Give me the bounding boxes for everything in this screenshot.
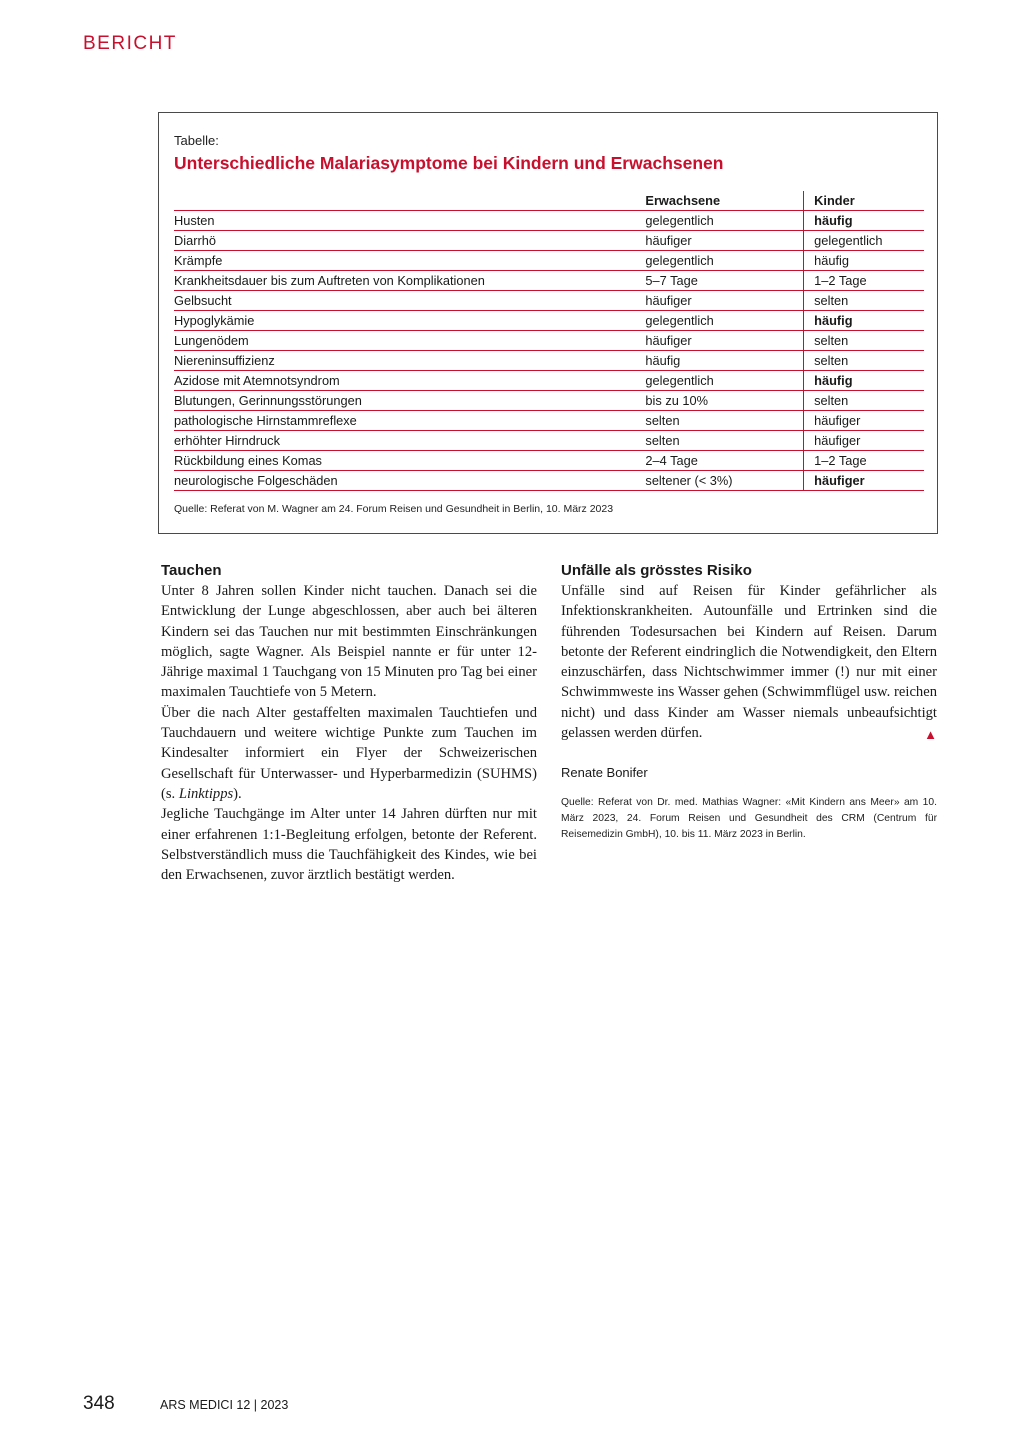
table-caption: Tabelle: <box>174 133 219 148</box>
cell-adults: gelegentlich <box>635 251 803 271</box>
cell-children: häufig <box>804 211 924 231</box>
cell-adults: gelegentlich <box>635 311 803 331</box>
cell-adults: häufiger <box>635 231 803 251</box>
cell-children: häufiger <box>804 411 924 431</box>
article-column-left <box>161 562 537 885</box>
table-header-row <box>174 191 924 211</box>
article-source: Quelle: Referat von Dr. med. Mathias Wagner: «Mit Kindern ans Meer» am 10. März 2023, 24. Forum Reisen und Gesundheit des CRM (Centrum für Reisemedizin GmbH), 10. bis 11. März 2023 in Berlin. <box>561 797 937 841</box>
cell-adults: bis zu 10% <box>635 391 803 411</box>
table-source: Quelle: Referat von M. Wagner am 24. Forum Reisen und Gesundheit in Berlin, 10. März 2023 <box>174 503 614 515</box>
cell-symptom: Gelbsucht <box>174 291 635 311</box>
cell-symptom: Krankheitsdauer bis zum Auftreten von Komplikationen <box>174 271 635 291</box>
linktipps-reference: Linktipps <box>178 785 234 802</box>
cell-symptom: erhöhter Hirndruck <box>174 431 635 451</box>
cell-adults: häufiger <box>635 291 803 311</box>
cell-children: selten <box>804 331 924 351</box>
header-children: Kinder <box>804 191 924 211</box>
table-row <box>174 231 924 251</box>
table-row <box>174 371 924 391</box>
cell-symptom: neurologische Folgeschäden <box>174 471 635 491</box>
table-body <box>174 211 924 491</box>
table-row <box>174 431 924 451</box>
table-row <box>174 311 924 331</box>
symptom-table <box>174 191 924 491</box>
section-label: BERICHT <box>83 33 177 54</box>
paragraph-3: Jegliche Tauchgänge im Alter unter 14 Jahren dürften nur mit einer erfahrenen 1:1-Begleitung erfolgen, betonte der Referent. Selbstverständlich muss die Tauchfähigkeit des Kindes, wie bei den Erwachsenen, zuvor ärztlich bestätigt werden. <box>161 806 537 884</box>
heading-unfaelle: Unfälle als grösstes Risiko <box>561 562 752 579</box>
table-row <box>174 451 924 471</box>
cell-symptom: Blutungen, Gerinnungsstörungen <box>174 391 635 411</box>
author: Renate Bonifer <box>561 765 648 781</box>
cell-adults: gelegentlich <box>635 211 803 231</box>
cell-children: häufig <box>804 371 924 391</box>
paragraph-2 <box>161 703 537 804</box>
cell-children: selten <box>804 351 924 371</box>
cell-adults: 2–4 Tage <box>635 451 803 471</box>
header-adults: Erwachsene <box>635 191 803 211</box>
cell-children: 1–2 Tage <box>804 271 924 291</box>
cell-children: häufig <box>804 311 924 331</box>
cell-adults: 5–7 Tage <box>635 271 803 291</box>
cell-adults: häufiger <box>635 331 803 351</box>
paragraph-1: Unter 8 Jahren sollen Kinder nicht tauchen. Danach sei die Entwicklung der Lunge abgeschlossen, aber auch bei älteren Kindern sei das Tauchen nur mit bestimmten Einschränkungen möglich, sagte Wagner. Als Beispiel nannte er für unter 12-Jährige maximal 1 Tauchgang von 15 Minuten pro Tag bei einer maximalen Tauchtiefe von 5 Metern. <box>161 583 537 701</box>
cell-children: häufiger <box>804 471 924 491</box>
cell-symptom: Krämpfe <box>174 251 635 271</box>
table-box <box>158 112 938 534</box>
paragraph-2-end: ). <box>233 785 242 802</box>
cell-adults: häufig <box>635 351 803 371</box>
article-column-right <box>561 562 937 843</box>
end-triangle-icon: ▲ <box>924 727 937 743</box>
cell-children: selten <box>804 291 924 311</box>
cell-symptom: Niereninsuffizienz <box>174 351 635 371</box>
paragraph-unfaelle-text: Unfälle sind auf Reisen für Kinder gefährlicher als Infektionskrankheiten. Autounfälle und Ertrinken sind die führenden Todesursachen bei Kindern auf Reisen. Darum betonte der Referent eindringlich die Notwendigkeit, den Eltern einzuschärfen, dass Nichtschwimmer immer (!) nur mit einer Schwimmweste ins Wasser gehen (Schwimmflügel usw. reichen nicht) und dass Kinder am Wasser niemals unbeaufsichtigt gelassen werden dürfen. <box>561 583 937 742</box>
table-row <box>174 411 924 431</box>
cell-symptom: Lungenödem <box>174 331 635 351</box>
cell-children: häufiger <box>804 431 924 451</box>
paragraph-unfaelle <box>561 581 937 743</box>
cell-adults: gelegentlich <box>635 371 803 391</box>
table-row <box>174 251 924 271</box>
cell-symptom: Diarrhö <box>174 231 635 251</box>
cell-children: 1–2 Tage <box>804 451 924 471</box>
table-row <box>174 271 924 291</box>
table-row <box>174 291 924 311</box>
cell-children: gelegentlich <box>804 231 924 251</box>
table-row <box>174 331 924 351</box>
header-symptom <box>174 191 635 211</box>
cell-adults: selten <box>635 411 803 431</box>
cell-children: selten <box>804 391 924 411</box>
paragraph-2-text: Über die nach Alter gestaffelten maximalen Tauchtiefen und Tauchdauern und weitere wichtige Punkte zum Tauchen im Kindesalter informiert ein Flyer der Schweizerischen Gesellschaft für Unterwasser- und Hyperbarmedizin (SUHMS) (s. <box>161 704 537 802</box>
table-row <box>174 211 924 231</box>
cell-symptom: Azidose mit Atemnotsyndrom <box>174 371 635 391</box>
table-row <box>174 471 924 491</box>
table-row <box>174 391 924 411</box>
cell-symptom: Husten <box>174 211 635 231</box>
cell-adults: seltener (< 3%) <box>635 471 803 491</box>
cell-symptom: Rückbildung eines Komas <box>174 451 635 471</box>
cell-children: häufig <box>804 251 924 271</box>
cell-symptom: Hypoglykämie <box>174 311 635 331</box>
cell-symptom: pathologische Hirnstammreflexe <box>174 411 635 431</box>
heading-tauchen: Tauchen <box>161 562 222 579</box>
cell-adults: selten <box>635 431 803 451</box>
page-number: 348 <box>83 1393 115 1414</box>
table-row <box>174 351 924 371</box>
table-title: Unterschiedliche Malariasymptome bei Kindern und Erwachsenen <box>174 153 724 173</box>
journal-issue: ARS MEDICI 12 | 2023 <box>160 1398 289 1412</box>
